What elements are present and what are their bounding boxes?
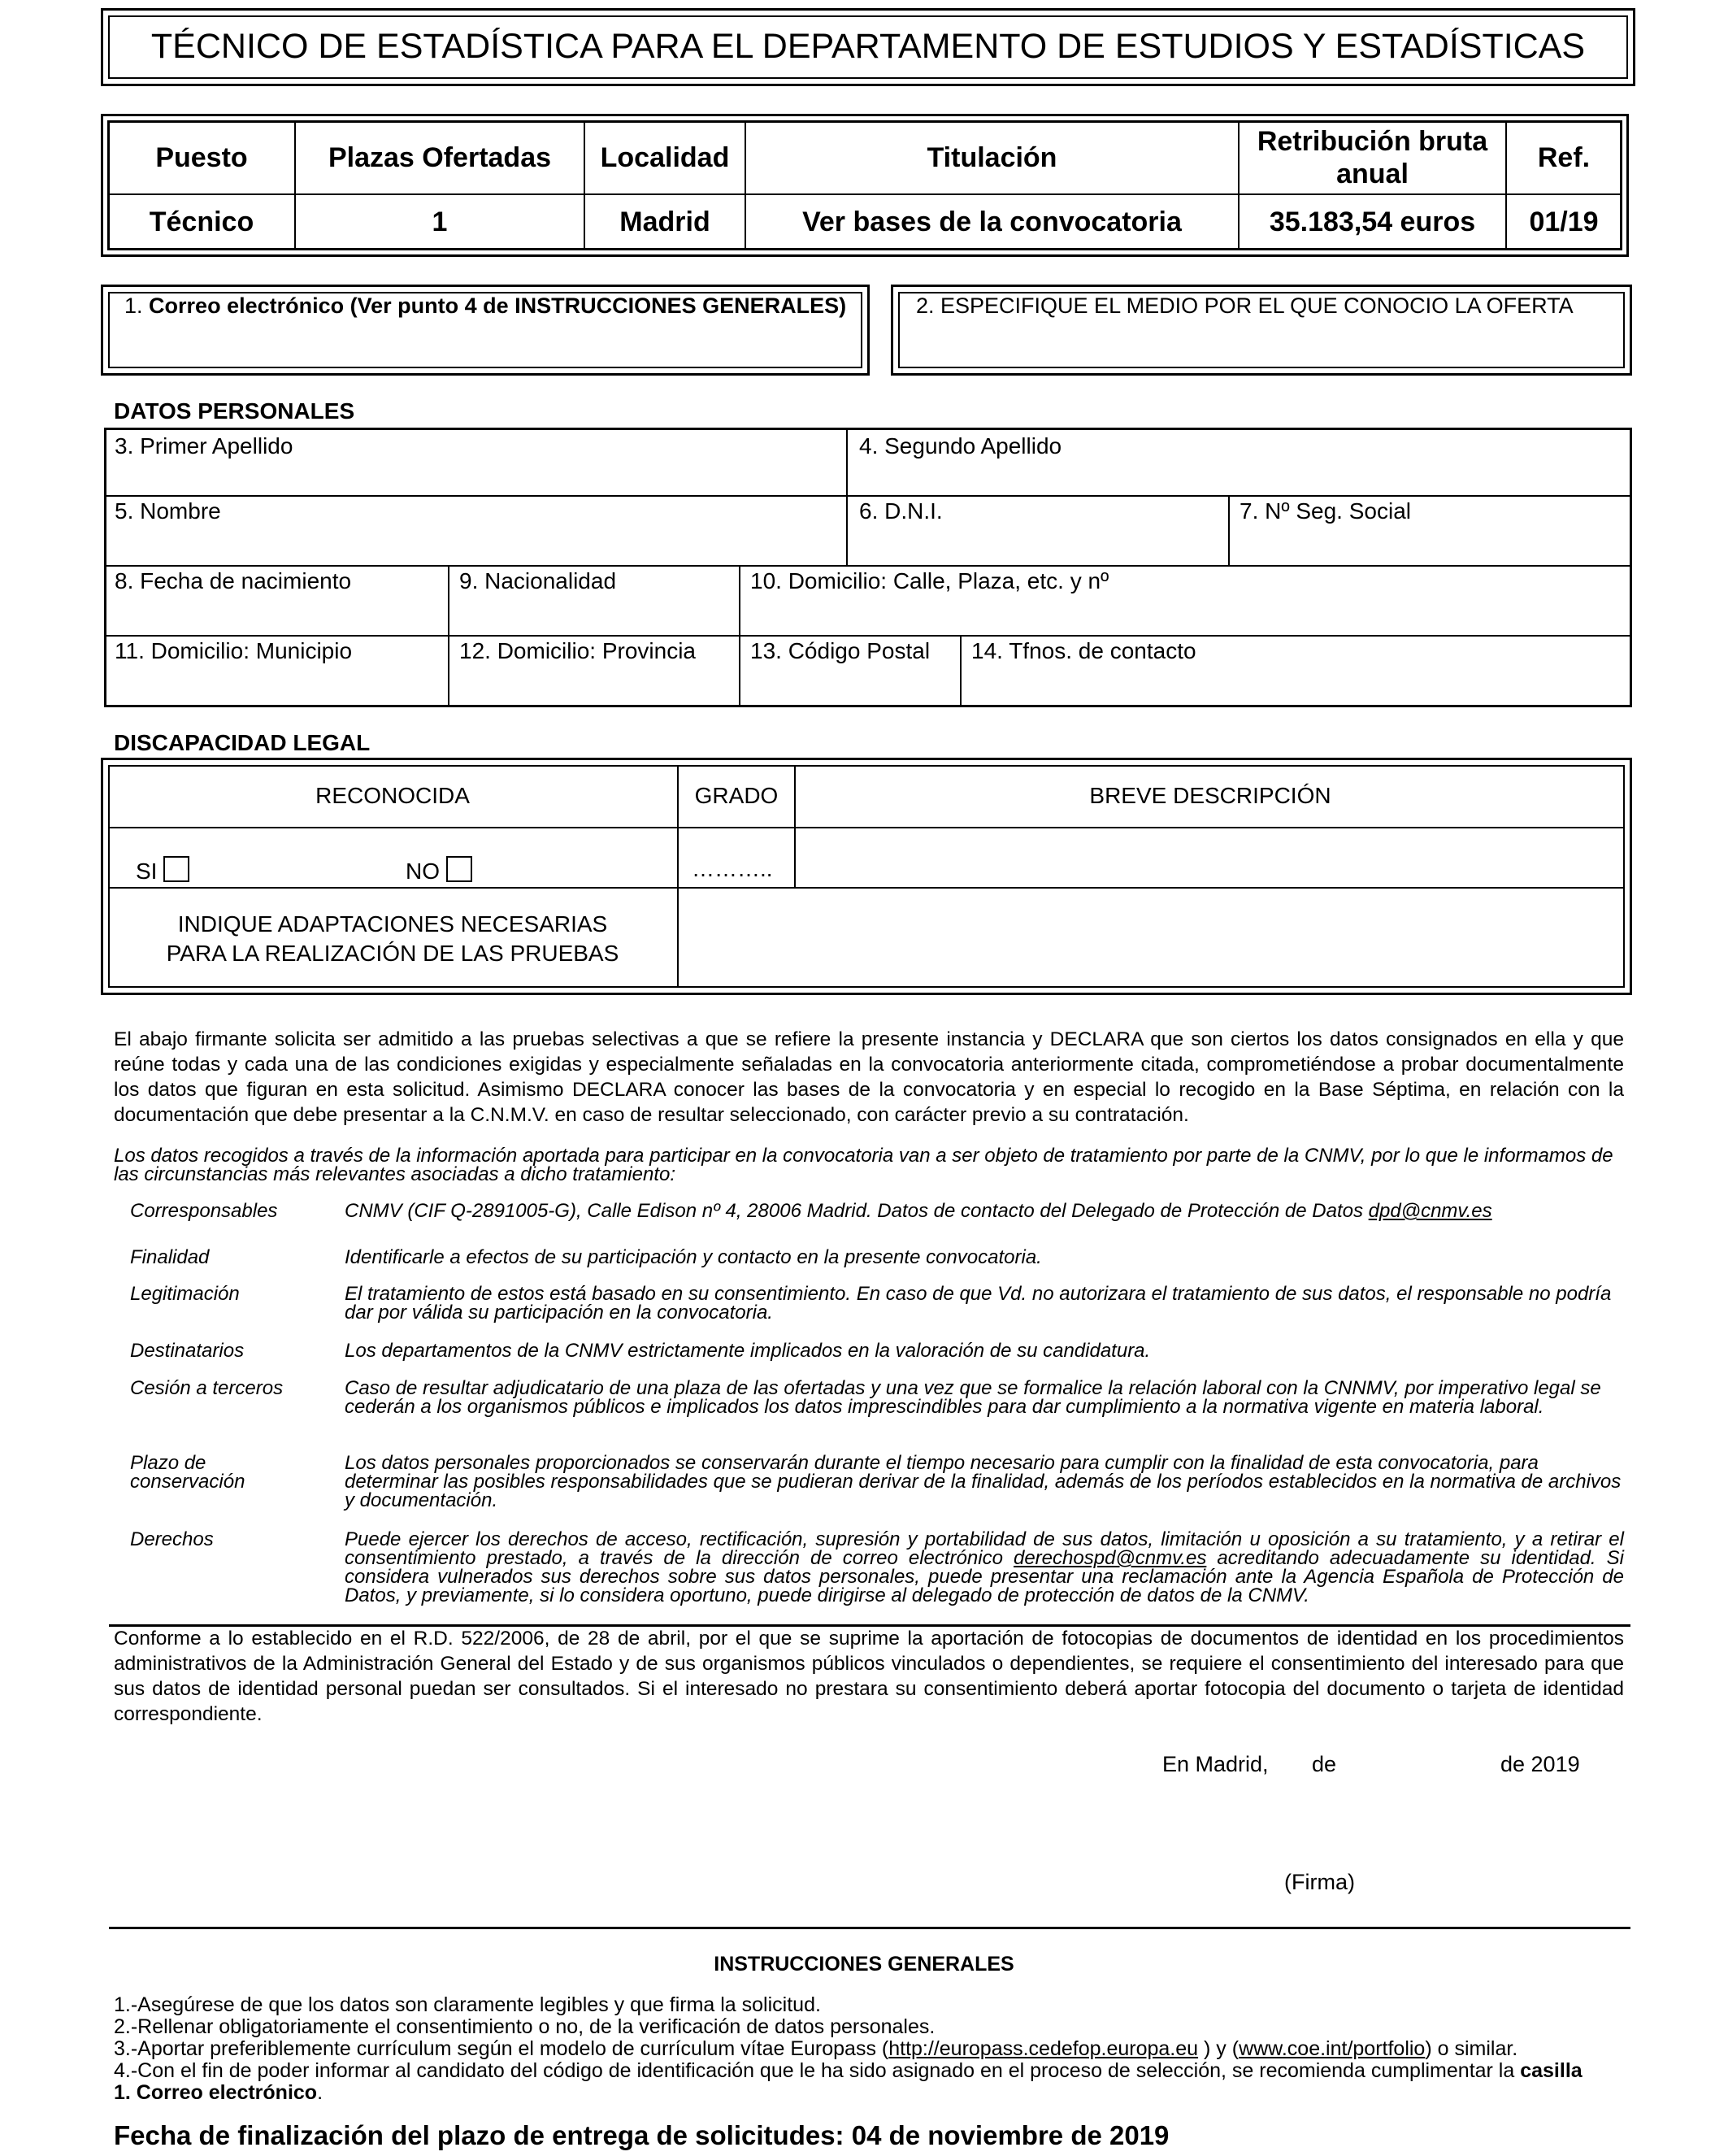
- no-label: NO: [406, 858, 440, 884]
- cell-localidad: Madrid: [584, 194, 745, 250]
- signature-place: En Madrid,: [1162, 1752, 1269, 1776]
- phone-field[interactable]: 14. Tfnos. de contacto: [971, 638, 1196, 663]
- dni-field[interactable]: 6. D.N.I.: [859, 498, 943, 524]
- instructions-heading: INSTRUCCIONES GENERALES: [714, 1953, 1014, 1976]
- header-ref: Ref.: [1506, 121, 1622, 194]
- job-table-frame: [101, 114, 1629, 257]
- municipality-field[interactable]: 11. Domicilio: Municipio: [115, 638, 353, 663]
- privacy-text-derechos: Puede ejercer los derechos de acceso, rectificación, supresión y portabilidad de sus datos, limitación u oposición a su tratamiento, y a retirar el consentimiento prestado, a través de la dirección de correo electrónico derechospd@cnmv.es acreditando adecuadamente su identidad. Si considera vulnerados sus derechos sobre sus datos personales, puede presentar una reclamación ante la Agencia Española de Protección de Datos, y previamente, si lo considera oportuno, puede dirigirse al delegado de protección de datos de la CNMV.: [345, 1528, 1624, 1606]
- province-field[interactable]: 12. Domicilio: Provincia: [459, 638, 696, 663]
- header-localidad: Localidad: [584, 121, 745, 194]
- privacy-label-finalidad: Finalidad: [130, 1246, 210, 1268]
- second-surname-field[interactable]: 4. Segundo Apellido: [859, 433, 1062, 459]
- no-checkbox[interactable]: [446, 856, 472, 882]
- first-surname-field[interactable]: 3. Primer Apellido: [115, 433, 293, 459]
- privacy-text-legitimacion: El tratamiento de estos está basado en su consentimiento. En caso de que Vd. no autorizara el tratamiento de sus datos, el responsable no podría dar por válida su participación en la convocatoria.: [345, 1283, 1612, 1324]
- yes-checkbox[interactable]: [163, 856, 189, 882]
- name-field[interactable]: 5. Nombre: [115, 498, 221, 524]
- rights-email-link[interactable]: derechospd@cnmv.es: [1013, 1547, 1207, 1569]
- birth-date-field[interactable]: 8. Fecha de nacimiento: [115, 568, 352, 593]
- privacy-label-destinatarios: Destinatarios: [130, 1340, 245, 1362]
- postal-code-field[interactable]: 13. Código Postal: [750, 638, 931, 663]
- instruction-3: 3.-Aportar preferiblemente currículum según el modelo de currículum vítae Europass (http://europass.cedefop.europa.eu ) y (www.coe.int/portfolio) o similar.: [114, 2037, 1518, 2060]
- page-title: TÉCNICO DE ESTADÍSTICA PARA EL DEPARTAMENTO DE ESTUDIOS Y ESTADÍSTICAS: [150, 27, 1586, 66]
- instructions-list: [114, 1994, 1642, 2104]
- nationality-field[interactable]: 9. Nacionalidad: [459, 568, 617, 593]
- personal-data-heading: DATOS PERSONALES: [114, 398, 355, 424]
- signature-de: de: [1312, 1752, 1337, 1776]
- description-header: BREVE DESCRIPCIÓN: [1089, 783, 1331, 808]
- yes-option[interactable]: [136, 856, 189, 885]
- adaptations-line-2: PARA LA REALIZACIÓN DE LAS PRUEBAS: [166, 941, 619, 966]
- title-box: [101, 8, 1635, 86]
- privacy-label-corresponsables: Corresponsables: [130, 1200, 278, 1222]
- disability-heading: DISCAPACIDAD LEGAL: [114, 730, 371, 755]
- privacy-text-destinatarios: Los departamentos de la CNMV estrictamente implicados en la valoración de su candidatura.: [345, 1340, 1151, 1362]
- personal-data-frame: [104, 428, 1632, 707]
- signature-label: (Firma): [1284, 1870, 1355, 1894]
- privacy-text-cesion: Caso de resultar adjudicatario de una plaza de las ofertadas y una vez que se formalice la relación laboral con la CNNMV, por imperativo legal se cederán a los organismos públicos e implicados los datos imprescindibles para dar cumplimiento a la normativa vigente en materia laboral.: [345, 1377, 1601, 1418]
- social-security-field[interactable]: 7. Nº Seg. Social: [1240, 498, 1411, 524]
- deadline-text: Fecha de finalización del plazo de entrega de solicitudes: 04 de noviembre de 2019: [114, 2120, 1170, 2150]
- europass-link[interactable]: http://europass.cedefop.europa.eu: [888, 2037, 1199, 2060]
- signature-year: de 2019: [1500, 1752, 1580, 1776]
- instruction-1: 1.-Asegúrese de que los datos son claramente legibles y que firma la solicitud.: [114, 1993, 821, 2016]
- coe-portfolio-link[interactable]: www.coe.int/portfolio: [1239, 2037, 1426, 2060]
- adaptations-line-1: INDIQUE ADAPTACIONES NECESARIAS: [177, 911, 608, 937]
- offer-source-label: 2. ESPECIFIQUE EL MEDIO POR EL QUE CONOCIO LA OFERTA: [916, 293, 1574, 318]
- cell-puesto: Técnico: [108, 194, 295, 250]
- privacy-label-plazo: Plazo de conservación: [130, 1452, 245, 1493]
- privacy-label-legitimacion: Legitimación: [130, 1283, 240, 1305]
- job-table: [107, 120, 1622, 250]
- adaptations-label: [108, 910, 677, 968]
- adaptations-field[interactable]: [679, 889, 1625, 988]
- instructions-divider: [109, 1927, 1630, 1929]
- cell-plazas: 1: [295, 194, 584, 250]
- cell-ref: 01/19: [1506, 194, 1622, 250]
- disability-frame: [101, 758, 1632, 995]
- privacy-text-corresponsables: CNMV (CIF Q-2891005-G), Calle Edison nº 4, 28006 Madrid. Datos de contacto del Delegado de Protección de Datos dpd@cnmv.es: [345, 1200, 1492, 1222]
- cell-titulacion: Ver bases de la convocatoria: [745, 194, 1239, 250]
- email-field[interactable]: [101, 285, 870, 376]
- cell-retribucion: 35.183,54 euros: [1239, 194, 1506, 250]
- no-option[interactable]: [406, 856, 472, 885]
- header-retribucion: Retribución bruta anual: [1239, 121, 1506, 194]
- header-titulacion: Titulación: [745, 121, 1239, 194]
- header-puesto: Puesto: [108, 121, 295, 194]
- privacy-text-plazo: Los datos personales proporcionados se conservarán durante el tiempo necesario para cumplir con la finalidad de esta convocatoria, para determinar las posibles responsabilidades que se pudieran derivar de la finalidad, además de los períodos establecidos en la normativa de archivos y documentación.: [345, 1452, 1622, 1511]
- privacy-label-cesion: Cesión a terceros: [130, 1377, 284, 1399]
- grade-header: GRADO: [694, 783, 779, 808]
- consent-text: Conforme a lo establecido en el R.D. 522/2006, de 28 de abril, por el que se suprime la aportación de fotocopias de documentos de identidad en los procedimientos administrativos de la Administración General del Estado y de sus organismos públicos vinculados o dependientes, se requiere el consentimiento del interesado para que sus datos de identidad personal puedan ser consultados. Si el interesado no prestara su consentimiento deberá aportar fotocopia del documento o tarjeta de identidad correspondiente.: [114, 1628, 1624, 1725]
- instruction-4: 4.-Con el fin de poder informar al candidato del código de identificación que le ha sido asignado en el proceso de selección, se recomienda cumplimentar la casilla 1. Correo electrónico.: [114, 2059, 1583, 2104]
- instruction-2: 2.-Rellenar obligatoriamente el consentimiento o no, de la verificación de datos personales.: [114, 2015, 936, 2038]
- yes-label: SI: [136, 858, 158, 884]
- privacy-text-finalidad: Identificarle a efectos de su participación y contacto en la presente convocatoria.: [345, 1246, 1042, 1268]
- privacy-label-derechos: Derechos: [130, 1528, 214, 1550]
- email-field-number: 1.: [124, 293, 143, 318]
- address-field[interactable]: 10. Domicilio: Calle, Plaza, etc. y nº: [750, 568, 1109, 593]
- description-field[interactable]: [796, 828, 1625, 887]
- grade-field[interactable]: ………..: [692, 856, 773, 881]
- declaration-text: El abajo firmante solicita ser admitido a las pruebas selectivas a que se refiere la presente instancia y DECLARA que son ciertos los datos consignados en ella y que reúne todas y cada una de las condiciones exigidas y especialmente señaladas en la convocatoria anteriormente citada, comprometiéndose a probar documentalmente los datos que figuran en esta solicitud. Asimismo DECLARA conocer las bases de la convocatoria y en especial lo recogido en la Base Séptima, en relación con la documentación que debe presentar a la C.N.M.V. en caso de resultar seleccionado, con carácter previo a su contratación.: [114, 1028, 1624, 1126]
- email-field-label: Correo electrónico (Ver punto 4 de INSTRUCCIONES GENERALES): [149, 293, 847, 318]
- privacy-intro: Los datos recogidos a través de la información aportada para participar en la convocatoria van a ser objeto de tratamiento por parte de la CNMV, por lo que le informamos de las circunstancias más relevantes asociadas a dicho tratamiento:: [114, 1145, 1613, 1185]
- header-plazas: Plazas Ofertadas: [295, 121, 584, 194]
- offer-source-field[interactable]: [891, 285, 1632, 376]
- recognized-header: RECONOCIDA: [315, 783, 470, 808]
- dpd-email-link[interactable]: dpd@cnmv.es: [1368, 1200, 1492, 1222]
